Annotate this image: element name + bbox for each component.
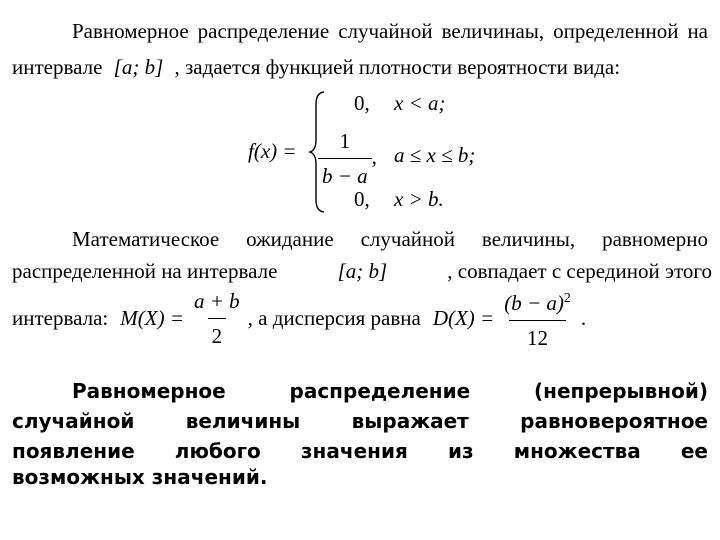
mean-fraction [190,286,244,351]
end-dot: . [580,306,587,330]
para1-line2-post: , задается функцией плотности вероятности вида: [174,55,621,79]
interval-ab-2: [a; b] [337,259,388,283]
case1-value: 0, [354,91,370,115]
fraction-1-over-b-minus-a [318,126,372,191]
mean-numerator: a + b [194,288,240,313]
para2-line1: Математическое ожидание случайной величины, равномерно [72,227,708,251]
variance-lhs: D(X) = [432,306,495,330]
para1-line2-pre: интервале [12,55,103,79]
case2-fraction [318,126,377,191]
para3-line1: Равномерное распределение (непрерывной) [72,379,708,403]
para2-line2-pre: распределенной на интервале [12,259,278,283]
para2-line2-post: , совпадает с серединой этого [447,259,712,283]
variance-denominator: 12 [509,320,566,353]
para2-line2 [12,256,712,286]
case2-numerator: 1 [339,129,351,153]
para3-line4: возможных значений. [12,465,268,489]
para1-line2 [12,52,712,82]
case2-condition: a ≤ x ≤ b; [394,143,476,167]
para2-line3-pre: интервала: [12,306,109,330]
interval-ab: [a; b] [113,55,164,79]
mean-lhs: M(X) = [120,306,184,330]
variance-fraction [500,284,575,353]
variance-numerator-base: (b − a) [504,290,564,315]
variance-intro-text: , а дисперсия равна [247,306,421,330]
para3-line3: появление любого значения из множества ее [12,439,708,463]
variance-numerator [500,284,575,320]
density-formula [248,88,548,216]
case2-denominator: b − a [318,158,372,191]
case3-value: 0, [354,187,370,211]
para1-line1: Равномерное распределение случайной величинаы, определенной на [72,19,708,43]
formula-lhs: f(x) = [248,139,297,163]
para3-line2: случайной величины выражает равновероятное [12,409,708,433]
para2-line3 [12,286,712,350]
variance-exponent: 2 [563,290,571,306]
case1-condition: x < a; [394,91,446,115]
mean-denominator: 2 [208,318,227,351]
case3-condition: x > b. [394,187,444,211]
case2-comma: , [371,144,377,169]
